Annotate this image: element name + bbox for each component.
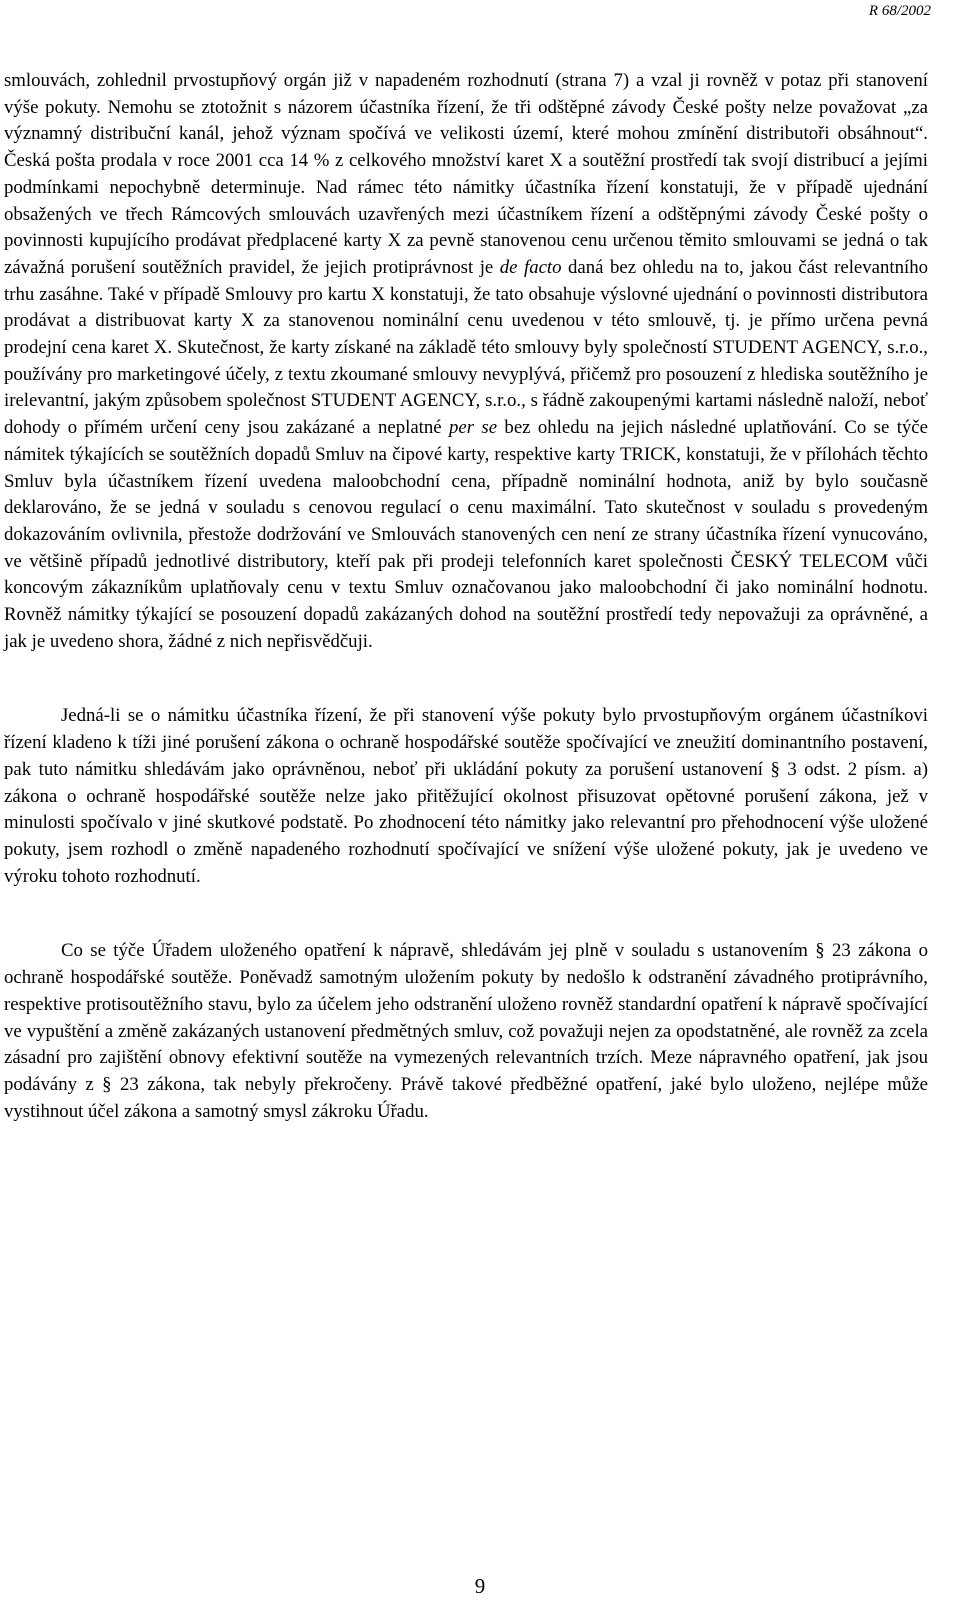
paragraph-1: [4, 68, 928, 655]
paragraph-1-text-cont: daná bez ohledu na to, jakou část relevantního trhu zasáhne. Také v případě Smlouvy pro kartu X konstatuji, že tato obsahuje výslovné ujednání o povinnosti distributora prodávat a distribuovat karty X za stanovenou nominální cenu uvedenou v této smlouvě, tj. je přímo určena pevná prodejní cena karet X. Skutečnost, že karty získané na základě této smlouvy byly společností STUDENT AGENCY, s.r.o., používány pro marketingové účely, z textu zkoumané smlouvy nevyplývá, přičemž pro posouzení z hlediska soutěžního je irelevantní, jakým způsobem společnost STUDENT AGENCY, s.r.o., s řádně zakoupenými kartami následně naloží, neboť dohody o přímém určení ceny jsou zakázané a neplatné: [4, 256, 928, 439]
paragraph-1-text: smlouvách, zohlednil prvostupňový orgán již v napadeném rozhodnutí (strana 7) a vzal ji rovněž v potaz při stanovení výše pokuty. Nemohu se ztotožnit s názorem účastníka řízení, že tři odštěpné závody České pošty nelze považovat „za významný distribuční kanál, jehož význam spočívá ve velikosti území, které mohou zmínění distributoři obsáhnout“. Česká pošta prodala v roce 2001 cca 14 % z celkového množství karet X a soutěžní prostředí tak svojí distribucí a jejími podmínkami nepochybně determinuje. Nad rámec této námitky účastníka řízení konstatuji, že v případě ujednání obsažených ve třech Rámcových smlouvách uzavřených mezi účastníkem řízení a odštěpnými závody České pošty o povinnosti kupujícího prodávat předplacené karty X za pevně stanovenou cenu určenou těmito smlouvami se jedná o tak závažná porušení soutěžních pravidel, že jejich protiprávnost je: [4, 70, 928, 278]
paragraph-spacer: [4, 890, 928, 938]
paragraph-1-text-end: bez ohledu na jejich následné uplatňování. Co se týče námitek týkajících se soutěžních dopadů Smluv na čipové karty, respektive karty TRICK, konstatuji, že v přílohách těchto Smluv byla účastníkem řízení uvedena maloobchodní cena, případně nominální hodnota, aniž by bylo současně deklarováno, že se jedná v souladu s cenovou regulací o cenu maximální. Tato skutečnost v souladu s provedeným dokazováním ovlivnila, přestože dodržování ve Smlouvách stanovených cen není ze strany účastníka řízení vynucováno, ve většině případů jednotlivé distributory, kteří pak při prodeji telefonních karet společnosti ČESKÝ TELECOM vůči koncovým zákazníkům uplatňovaly cenu v textu Smluv označovanou jako maloobchodní či jako nominální hodnotu. Rovněž námitky týkající se posouzení dopadů zakázaných dohod na soutěžní prostředí tedy nepovažuji za oprávněné, a jak je uvedeno shora, žádné z nich nepřisvědčuji.: [4, 417, 928, 652]
italic-per-se: per se: [448, 417, 498, 439]
document-body: [4, 68, 928, 1125]
paragraph-3-text: Co se týče Úřadem uloženého opatření k nápravě, shledávám jej plně v souladu s ustanovením § 23 zákona o ochraně hospodářské soutěže. Poněvadž samotným uložením pokuty by nedošlo k odstranění závadného protiprávního, respektive protisoutěžního stavu, bylo za účelem jeho odstranění uloženo rovněž standardní opatření k nápravě spočívající ve vypuštění a změně zakázaných ustanovení předmětných smluv, což považuji nejen za opodstatněné, ale rovněž za zcela zásadní pro zajištění obnovy efektivní soutěže na vymezených relevantních trzích. Meze nápravného opatření, jak jsou podávány z § 23 zákona, tak nebyly překročeny. Právě takové předběžné opatření, jaké bylo uloženo, nejlépe může vystihnout účel zákona a samotný smysl zákroku Úřadu.: [4, 940, 928, 1122]
paragraph-3: [4, 938, 928, 1125]
document-reference: R 68/2002: [868, 3, 931, 19]
paragraph-2-text: Jedná-li se o námitku účastníka řízení, že při stanovení výše pokuty bylo prvostupňovým orgánem účastníkovi řízení kladeno k tíži jiné porušení zákona o ochraně hospodářské soutěže spočívající ve zneužití dominantního postavení, pak tuto námitku shledávám jako oprávněnou, neboť při ukládání pokuty za porušení ustanovení § 3 odst. 2 písm. a) zákona o ochraně hospodářské soutěže nelze jako přitěžující okolnost přisuzovat opětovné porušení zákona, jež v minulosti spočívalo v jiné skutkové podstatě. Po zhodnocení této námitky jako relevantní pro přehodnocení výše uložené pokuty, jsem rozhodl o změně napadeného rozhodnutí spočívající ve snížení výše uložené pokuty, jak je uvedeno ve výroku tohoto rozhodnutí.: [4, 705, 928, 887]
paragraph-spacer: [4, 655, 928, 703]
paragraph-2: [4, 703, 928, 890]
page-number: 9: [474, 1574, 486, 1598]
italic-de-facto: de facto: [499, 256, 562, 278]
